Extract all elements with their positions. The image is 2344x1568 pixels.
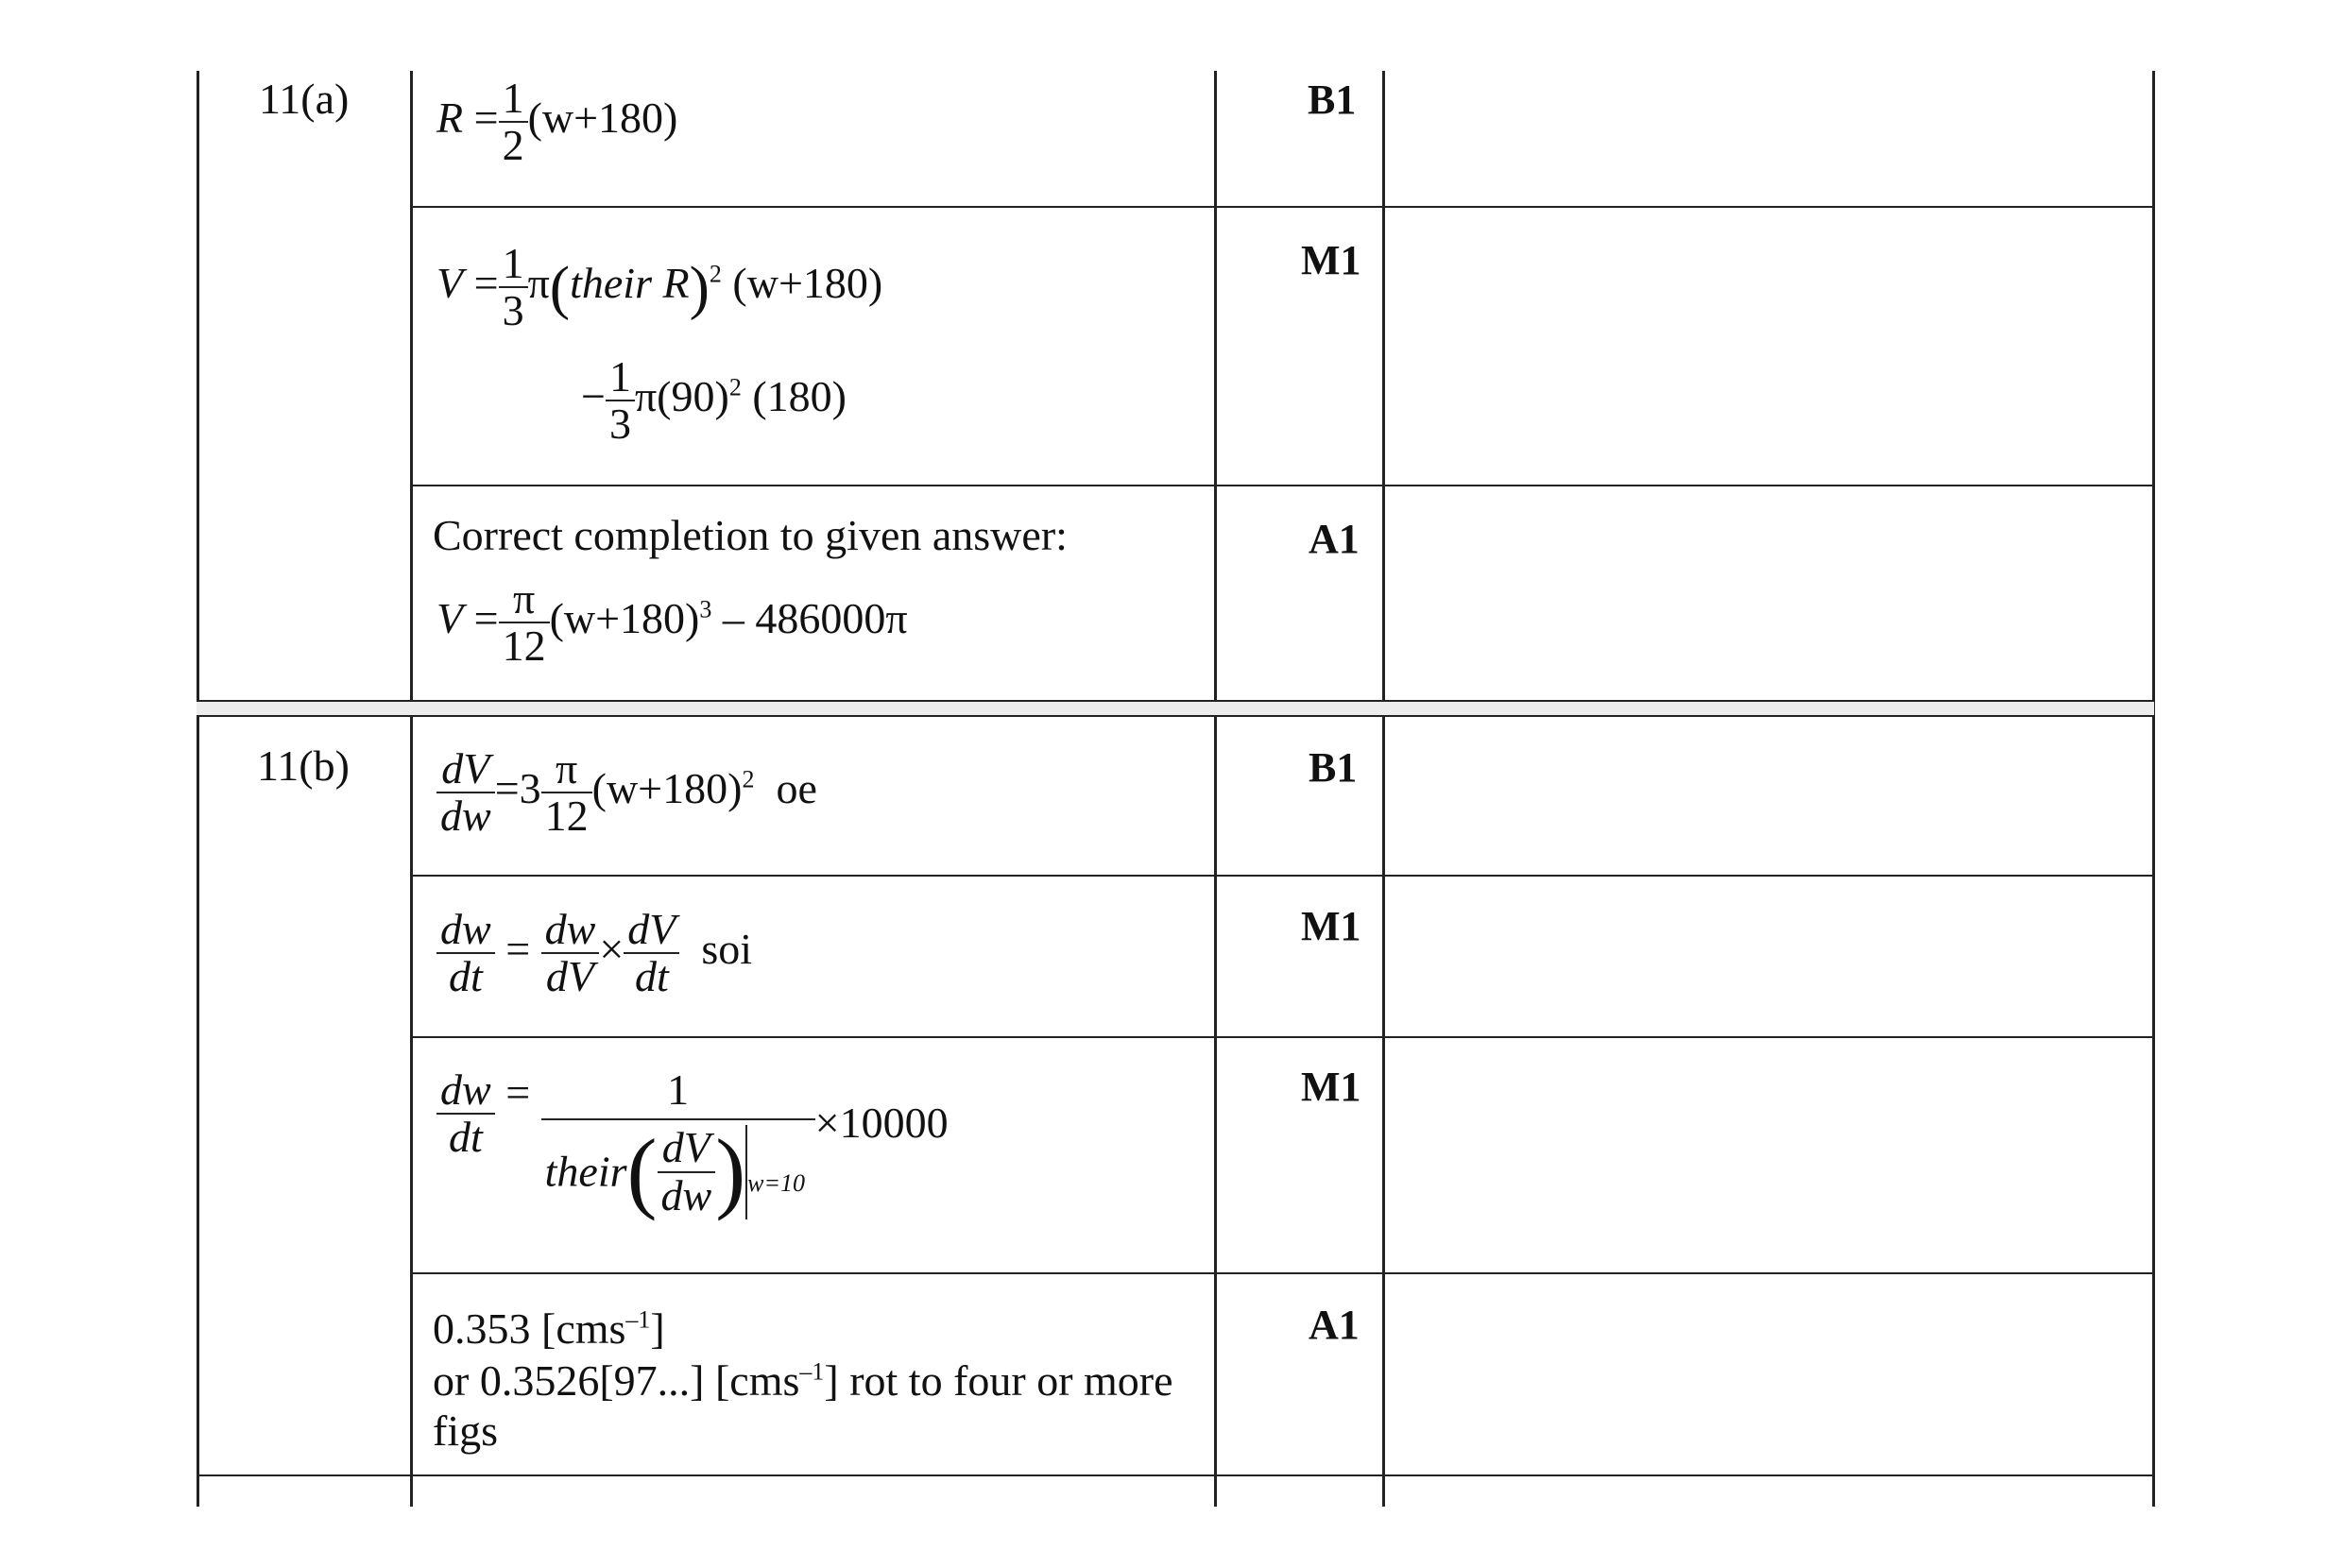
row-divider <box>410 206 2154 208</box>
row-divider <box>197 1474 2154 1476</box>
answer-line-2: or 0.3526[97...] [cms$^{-1}$] rot to four or more <box>433 1356 1173 1405</box>
answer-line-1: 0.353 [cms$^{-1}$] <box>433 1304 665 1353</box>
fraction: $\frac{dw}{dt}$ <box>436 1067 495 1161</box>
mark-code: M1 <box>1301 1064 1361 1110</box>
fraction: 1 their( $\frac{dV}{dw}$ )$_{w=10}$ <box>541 1067 815 1219</box>
fraction: $\frac{1}{2}$ <box>499 76 528 169</box>
equation-chain-rule: $\frac{dw}{dt}$ = $\frac{dw}{dV}$ × $\frac{dV}{dt}$ soi <box>436 907 752 1000</box>
table-border-right <box>2152 71 2155 1507</box>
mark-code: A1 <box>1309 1302 1360 1348</box>
question-label: 11(b) <box>257 741 350 790</box>
table-col-divider-3 <box>1382 71 1385 1507</box>
answer-line-3: figs <box>433 1406 498 1455</box>
equation-dv-dw: $\frac{dV}{dw}$ =3 $\frac{\pi}{12}$ $(w+180)^2$ oe <box>436 746 817 840</box>
mark-code: A1 <box>1309 516 1360 562</box>
row-divider <box>410 1036 2154 1038</box>
equation-v-line1: V = $\frac{1}{3}$ π(their R)$^2$ (w+180) <box>436 239 883 335</box>
fraction: $\frac{1}{3}$ <box>606 354 635 448</box>
fraction: $\frac{\pi}{12}$ <box>499 576 550 670</box>
mark-code: B1 <box>1308 77 1357 123</box>
completion-text: Correct completion to given answer: <box>433 511 1068 559</box>
row-divider <box>410 485 2154 486</box>
fraction: $\frac{dV}{dw}$ <box>436 746 495 840</box>
question-label: 11(a) <box>259 75 350 123</box>
mark-code: B1 <box>1309 744 1358 791</box>
table-col-divider-1 <box>410 71 413 1507</box>
row-divider <box>410 875 2154 877</box>
equation-dw-dt: $\frac{dw}{dt}$ = 1 their( $\frac{dV}{dw}$ )$_{w=10}$ ×10000 <box>436 1067 949 1219</box>
mark-code: M1 <box>1301 903 1361 949</box>
fraction: $\frac{dV}{dt}$ <box>624 907 679 1000</box>
fraction: $\frac{1}{3}$ <box>499 241 528 334</box>
equation-v-given: V = $\frac{\pi}{12}$ $(w+180)^3 - 486000\pi$ <box>436 574 908 671</box>
table-col-divider-2 <box>1214 71 1217 1507</box>
equation-r: R = $\frac{1}{2}$ (w+180) <box>436 74 678 170</box>
mark-code: M1 <box>1301 237 1361 283</box>
fraction: $\frac{dw}{dt}$ <box>436 907 495 1000</box>
table-border-left <box>197 71 199 1507</box>
equation-v-line2: − $\frac{1}{3}$ $\pi(90)^2$ (180) <box>581 352 847 449</box>
fraction: $\frac{dw}{dV}$ <box>541 907 600 1000</box>
fraction: $\frac{dV}{dw}$ <box>658 1125 716 1219</box>
row-divider <box>410 1272 2154 1274</box>
section-separator <box>197 700 2154 717</box>
fraction: $\frac{\pi}{12}$ <box>541 746 592 840</box>
